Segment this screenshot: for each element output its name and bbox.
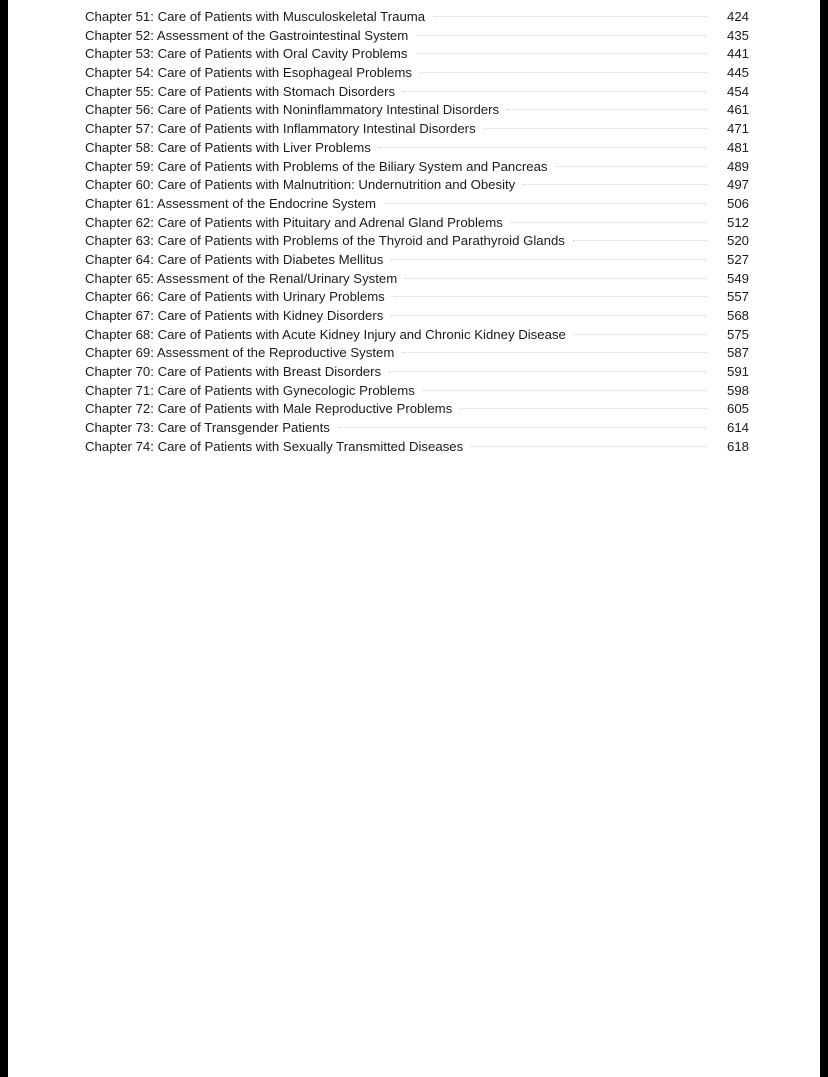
toc-entry-page-number: 471: [726, 121, 749, 137]
toc-entry-page-number: 424: [726, 9, 749, 24]
toc-entry-page-number: 591: [726, 364, 749, 380]
toc-entry-page-number: 614: [726, 420, 749, 436]
table-of-contents: [85, 8, 749, 457]
toc-entry-title: Chapter 54: Care of Patients with Esophageal Problems: [85, 65, 412, 81]
toc-entry-title: Chapter 68: Care of Patients with Acute Kidney Injury and Chronic Kidney Disease: [85, 326, 566, 342]
toc-entry-title: Chapter 73: Care of Transgender Patients: [85, 420, 330, 436]
toc-entry-page-number: 506: [726, 195, 749, 211]
toc-entry-title: Chapter 66: Care of Patients with Urinary Problems: [85, 289, 385, 305]
toc-entry-page-number: 435: [726, 27, 749, 43]
toc-leader-dots: [389, 371, 707, 372]
toc-entry-title: Chapter 60: Care of Patients with Malnutrition: Undernutrition and Obesity: [85, 177, 516, 193]
toc-leader-dots: [416, 35, 707, 36]
toc-entry-title: Chapter 69: Assessment of the Reproductive System: [85, 345, 395, 361]
toc-entry-title: Chapter 70: Care of Patients with Breast Disorders: [85, 364, 382, 380]
toc-entry-page-number: 445: [726, 65, 749, 81]
toc-entry[interactable]: [85, 8, 749, 27]
toc-entry[interactable]: [85, 419, 749, 438]
toc-entry-page-number: 489: [726, 158, 749, 174]
toc-leader-dots: [391, 259, 707, 260]
toc-entry-page-number: 549: [726, 270, 749, 286]
toc-entry-page-number: 568: [726, 308, 749, 323]
toc-leader-dots: [574, 334, 707, 335]
toc-leader-dots: [511, 222, 707, 223]
toc-entry-title: Chapter 64: Care of Patients with Diabetes Mellitus: [85, 251, 384, 267]
toc-leader-dots: [423, 390, 707, 391]
toc-entry-title: Chapter 63: Care of Patients with Problems of the Thyroid and Parathyroid Glands: [85, 233, 565, 249]
toc-leader-dots: [471, 446, 707, 447]
toc-entry[interactable]: [85, 64, 749, 83]
toc-entry-title: Chapter 52: Assessment of the Gastrointestinal System: [85, 27, 409, 43]
toc-entry[interactable]: [85, 214, 749, 233]
toc-leader-dots: [402, 352, 707, 353]
toc-leader-dots: [523, 184, 707, 185]
toc-entry-title: Chapter 71: Care of Patients with Gynecologic Problems: [85, 382, 415, 398]
toc-leader-dots: [556, 166, 707, 167]
toc-entry[interactable]: [85, 382, 749, 401]
toc-leader-dots: [573, 240, 707, 241]
toc-leader-dots: [433, 16, 707, 17]
toc-entry-title: Chapter 51: Care of Patients with Musculoskeletal Trauma: [85, 9, 426, 24]
toc-entry[interactable]: [85, 307, 749, 326]
toc-entry-page-number: 520: [726, 233, 749, 249]
toc-entry-title: Chapter 65: Assessment of the Renal/Urinary System: [85, 270, 398, 286]
toc-entry[interactable]: [85, 120, 749, 139]
toc-leader-dots: [484, 128, 707, 129]
toc-entry-page-number: 557: [726, 289, 749, 305]
toc-entry-title: Chapter 53: Care of Patients with Oral Cavity Problems: [85, 46, 408, 62]
toc-entry-page-number: 527: [726, 251, 749, 267]
toc-entry[interactable]: [85, 158, 749, 177]
toc-entry-page-number: 454: [726, 83, 749, 99]
toc-leader-dots: [379, 147, 707, 148]
toc-entry[interactable]: [85, 232, 749, 251]
document-page: [8, 0, 820, 1077]
toc-entry-page-number: 441: [726, 46, 749, 62]
toc-leader-dots: [393, 296, 707, 297]
toc-entry-page-number: 598: [726, 382, 749, 398]
toc-entry-page-number: 575: [726, 326, 749, 342]
toc-leader-dots: [507, 109, 707, 110]
toc-entry-title: Chapter 74: Care of Patients with Sexually Transmitted Diseases: [85, 438, 464, 454]
toc-entry-page-number: 481: [726, 139, 749, 155]
toc-entry[interactable]: [85, 27, 749, 46]
toc-entry[interactable]: [85, 139, 749, 158]
toc-leader-dots: [416, 53, 708, 54]
toc-entry-page-number: 497: [726, 177, 749, 193]
toc-entry[interactable]: [85, 438, 749, 457]
toc-leader-dots: [405, 278, 707, 279]
toc-leader-dots: [391, 315, 707, 316]
toc-entry-page-number: 605: [726, 401, 749, 417]
toc-entry-title: Chapter 62: Care of Patients with Pituitary and Adrenal Gland Problems: [85, 214, 503, 230]
toc-entry-title: Chapter 67: Care of Patients with Kidney Disorders: [85, 308, 384, 323]
toc-entry-page-number: 587: [726, 345, 749, 361]
toc-entry[interactable]: [85, 270, 749, 289]
toc-leader-dots: [338, 427, 707, 428]
toc-entry-page-number: 461: [726, 102, 749, 118]
toc-leader-dots: [384, 203, 707, 204]
toc-leader-dots: [420, 72, 707, 73]
toc-entry-title: Chapter 61: Assessment of the Endocrine System: [85, 195, 377, 211]
toc-entry[interactable]: [85, 326, 749, 345]
toc-entry-page-number: 512: [726, 214, 749, 230]
toc-entry[interactable]: [85, 83, 749, 102]
toc-entry-title: Chapter 58: Care of Patients with Liver Problems: [85, 139, 371, 155]
toc-entry-title: Chapter 59: Care of Patients with Problems of the Biliary System and Pancreas: [85, 158, 548, 174]
toc-entry[interactable]: [85, 101, 749, 120]
toc-entry[interactable]: [85, 45, 749, 64]
toc-entry[interactable]: [85, 400, 749, 419]
toc-entry-title: Chapter 56: Care of Patients with Noninflammatory Intestinal Disorders: [85, 102, 500, 118]
toc-entry[interactable]: [85, 344, 749, 363]
toc-entry-title: Chapter 72: Care of Patients with Male Reproductive Problems: [85, 401, 453, 417]
toc-entry[interactable]: [85, 195, 749, 214]
toc-leader-dots: [460, 408, 707, 409]
toc-entry-page-number: 618: [726, 438, 749, 454]
toc-entry-title: Chapter 57: Care of Patients with Inflammatory Intestinal Disorders: [85, 121, 476, 137]
toc-entry[interactable]: [85, 363, 749, 382]
toc-entry-title: Chapter 55: Care of Patients with Stomach Disorders: [85, 83, 396, 99]
toc-leader-dots: [403, 91, 707, 92]
toc-entry[interactable]: [85, 288, 749, 307]
toc-entry[interactable]: [85, 176, 749, 195]
toc-entry[interactable]: [85, 251, 749, 270]
